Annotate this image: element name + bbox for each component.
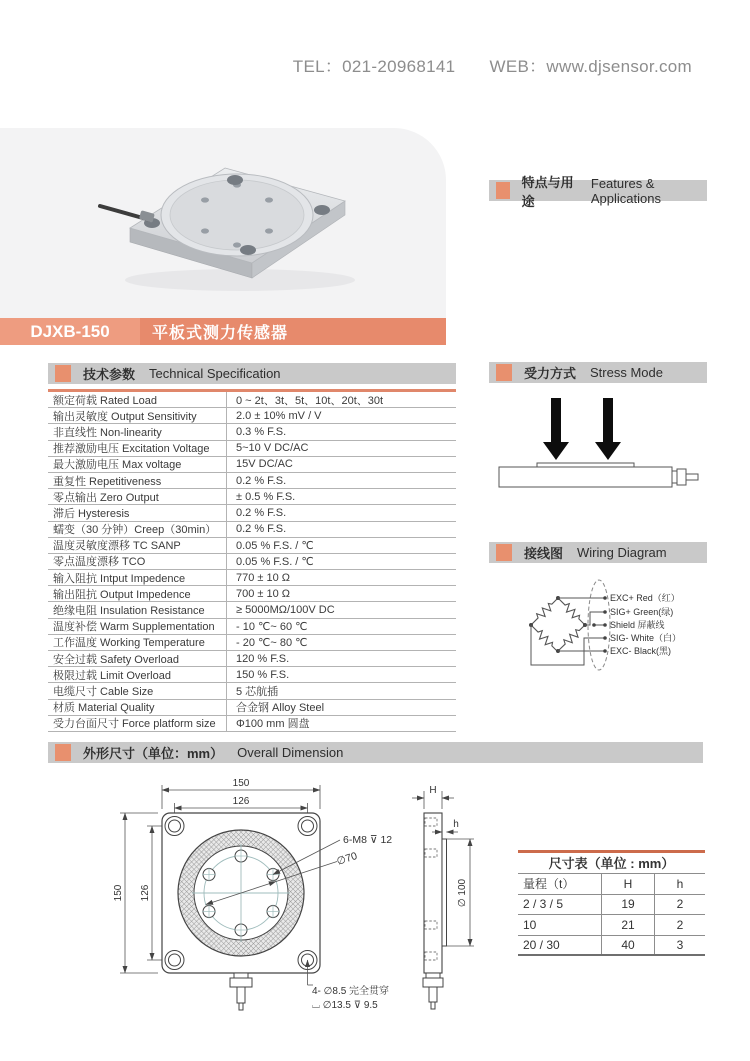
table-row	[48, 392, 456, 408]
dim-width-inner: 126	[232, 796, 250, 807]
section-bullet-icon	[496, 544, 512, 561]
web-label: WEB：	[489, 57, 547, 76]
section-header-wiring	[489, 542, 707, 563]
cell-range: 2 / 3 / 5	[518, 895, 602, 915]
dim-height-inner: 126	[140, 884, 151, 902]
spec-label: 滞后 Hysteresis	[48, 505, 227, 520]
table-row	[48, 586, 456, 602]
spec-label: 非直线性 Non-linearity	[48, 424, 227, 439]
note-counterbore: ⌴ ∅13.5 ⊽ 9.5	[312, 1000, 378, 1011]
table-row	[48, 538, 456, 554]
dimension-table-title: 尺寸表（单位 : mm）	[518, 853, 705, 874]
spec-label: 输入阻抗 Intput Impedence	[48, 570, 227, 585]
tel-label: TEL：	[292, 57, 343, 76]
section-title-zh: 特点与用途	[521, 174, 574, 209]
spec-value: 770 ± 10 Ω	[236, 571, 291, 584]
dim-platform-dia: ∅ 100	[457, 878, 468, 908]
section-bullet-icon	[496, 364, 512, 381]
contact-header	[293, 52, 692, 77]
product-name: 平板式测力传感器	[140, 318, 446, 345]
section-header-features	[489, 174, 707, 209]
section-title-en: Features & Applications	[590, 175, 661, 206]
spec-value: 0.05 % F.S. / ℃	[236, 539, 314, 552]
dimension-table-body	[518, 895, 705, 957]
spec-label: 工作温度 Working Temperature	[48, 635, 227, 650]
table-row	[48, 489, 456, 505]
table-row	[48, 683, 456, 699]
section-header-stress	[489, 362, 707, 383]
col-header-H: H	[602, 874, 655, 894]
section-title-zh: 技术参数	[83, 367, 136, 382]
spec-label: 最大激励电压 Max voltage	[48, 457, 227, 472]
section-title-en: Technical Specification	[149, 366, 281, 381]
spec-table	[48, 363, 456, 732]
note-circle-dia: ∅70	[335, 850, 359, 868]
table-row	[48, 651, 456, 667]
section-header-dimension	[48, 742, 703, 763]
wire-label-exc-minus: EXC- Black(黑)	[610, 646, 672, 656]
section-title-en: Stress Mode	[590, 365, 663, 380]
wire-label-shield: Shield 屏蔽线	[610, 620, 665, 630]
wire-label-sig-plus: SIG+ Green(绿)	[610, 607, 674, 617]
spec-label: 输出阻抗 Output Impedence	[48, 586, 227, 601]
cell-h: 2	[676, 917, 684, 932]
spec-value: ± 0.5 % F.S.	[236, 490, 296, 503]
spec-value: 120 % F.S.	[236, 652, 290, 665]
table-row	[48, 554, 456, 570]
spec-label: 极限过载 Limit Overload	[48, 667, 227, 682]
table-row	[48, 457, 456, 473]
section-title-en: Overall Dimension	[237, 745, 344, 760]
spec-label: 材质 Material Quality	[48, 700, 227, 715]
spec-value: - 10 ℃~ 60 ℃	[236, 620, 308, 633]
section-title-zh: 接线图	[524, 546, 564, 561]
dim-h-label: h	[453, 819, 459, 830]
spec-value: 700 ± 10 Ω	[236, 587, 291, 600]
dimension-table	[518, 850, 705, 956]
table-row	[48, 505, 456, 521]
table-row	[518, 936, 705, 957]
front-view-drawing	[100, 765, 440, 1037]
cell-h: 2	[676, 897, 684, 912]
section-bullet-icon	[496, 182, 510, 199]
spec-value: - 20 ℃~ 80 ℃	[236, 636, 308, 649]
product-title-bar	[0, 318, 446, 345]
table-row	[48, 700, 456, 716]
cell-H: 21	[602, 915, 655, 935]
spec-label: 输出灵敏度 Output Sensitivity	[48, 408, 227, 423]
side-view-drawing	[392, 765, 527, 1025]
spec-label: 蠕变（30 分钟）Creep（30min）	[48, 522, 227, 537]
section-bullet-icon	[55, 744, 71, 761]
product-photo	[0, 128, 446, 318]
spec-value: 0 ~ 2t、3t、5t、10t、20t、30t	[236, 394, 384, 407]
spec-label: 绝缘电阻 Insulation Resistance	[48, 602, 227, 617]
spec-rows	[48, 389, 456, 732]
spec-value: 150 % F.S.	[236, 668, 290, 681]
wiring-diagram	[489, 568, 707, 708]
table-row	[518, 895, 705, 916]
table-row	[48, 441, 456, 457]
spec-label: 电缆尺寸 Cable Size	[48, 683, 227, 698]
spec-value: 5~10 V DC/AC	[236, 442, 309, 455]
stress-mode-diagram	[489, 392, 701, 504]
note-through-holes: 4- ∅8.5 完全贯穿	[312, 986, 390, 997]
table-row	[48, 716, 456, 732]
spec-value: 15V DC/AC	[236, 458, 293, 471]
table-row	[48, 667, 456, 683]
spec-label: 安全过载 Safety Overload	[48, 651, 227, 666]
spec-label: 重复性 Repetitiveness	[48, 473, 227, 488]
dim-height: 150	[113, 884, 124, 902]
table-row	[48, 619, 456, 635]
cell-range: 10	[518, 915, 602, 935]
spec-label: 推荐激励电压 Excitation Voltage	[48, 441, 227, 456]
spec-value: 0.05 % F.S. / ℃	[236, 555, 314, 568]
dim-H-label: H	[429, 785, 437, 796]
spec-value: 0.2 % F.S.	[236, 474, 287, 487]
wire-label-exc-plus: EXC+ Red（红）	[610, 593, 680, 603]
product-model: DJXB-150	[0, 318, 140, 345]
table-row	[48, 424, 456, 440]
table-row	[48, 522, 456, 538]
spec-label: 额定荷载 Rated Load	[48, 392, 227, 407]
spec-value: 0.3 % F.S.	[236, 425, 287, 438]
web-url: www.djsensor.com	[546, 57, 692, 76]
cell-h: 3	[676, 937, 684, 952]
table-row	[48, 473, 456, 489]
section-title-en: Wiring Diagram	[577, 545, 667, 560]
col-header-h: h	[676, 876, 684, 891]
spec-label: 受力台面尺寸 Force platform size	[48, 716, 227, 731]
spec-value: Φ100 mm 圆盘	[236, 718, 310, 731]
table-row	[48, 408, 456, 424]
section-title-zh: 受力方式	[524, 366, 577, 381]
table-row	[48, 635, 456, 651]
spec-label: 温度补偿 Warm Supplementation	[48, 619, 227, 634]
spec-value: 5 芯航插	[236, 685, 279, 698]
cell-H: 40	[602, 936, 655, 955]
table-row	[518, 915, 705, 936]
spec-value: 0.2 % F.S.	[236, 506, 287, 519]
spec-value: ≥ 5000MΩ/100V DC	[236, 604, 335, 617]
spec-value: 2.0 ± 10% mV / V	[236, 409, 322, 422]
features-list	[489, 206, 711, 217]
product-photo-card	[0, 128, 446, 318]
cell-range: 20 / 30	[518, 936, 602, 955]
col-header-range: 量程（t）	[518, 874, 602, 894]
dimension-table-header	[518, 874, 705, 895]
spec-value: 0.2 % F.S.	[236, 523, 287, 536]
section-title-zh: 外形尺寸（单位：mm）	[83, 746, 224, 761]
spec-label: 温度灵敏度漂移 TC SANP	[48, 538, 227, 553]
dim-width: 150	[232, 778, 250, 789]
tel-number: 021-20968141	[342, 57, 456, 76]
table-row	[48, 570, 456, 586]
note-m8-holes: 6-M8 ⊽ 12	[343, 834, 393, 846]
table-row	[48, 602, 456, 618]
wire-label-sig-minus: SIG- White（白）	[610, 633, 682, 643]
spec-label: 零点温度漂移 TCO	[48, 554, 227, 569]
spec-value: 合金钢 Alloy Steel	[236, 702, 325, 715]
spec-label: 零点输出 Zero Output	[48, 489, 227, 504]
cell-H: 19	[602, 895, 655, 915]
